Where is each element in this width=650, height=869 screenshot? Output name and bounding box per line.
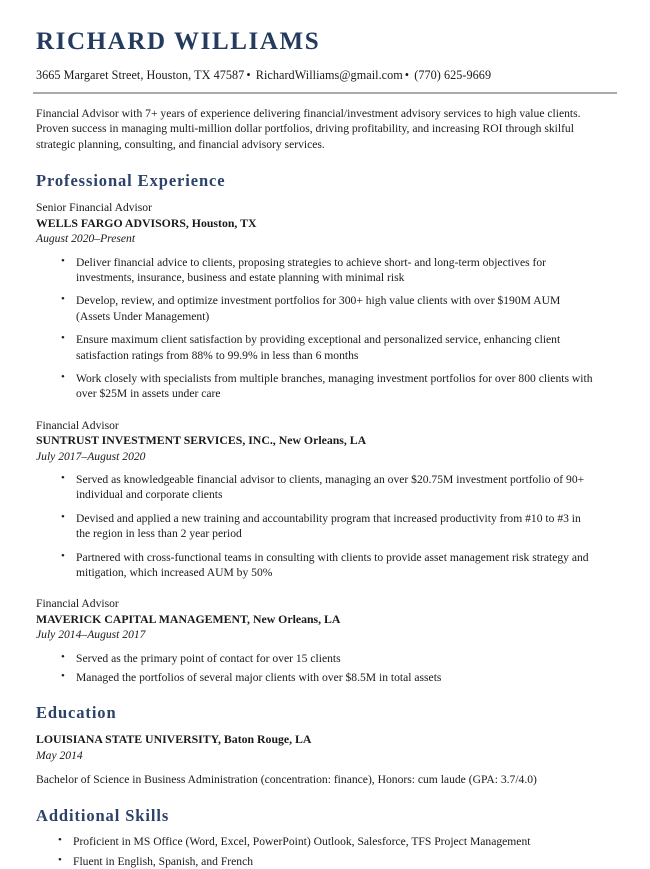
contact-address: 3665 Margaret Street, Houston, TX 47587 — [36, 67, 245, 82]
job-bullet: • Served as the primary point of contact for over 15 clients — [36, 651, 617, 666]
education-entry — [36, 732, 617, 787]
contact-phone[interactable]: (770) 625-9669 — [414, 67, 492, 82]
resume-header — [33, 28, 617, 94]
job-title: Financial Advisor — [36, 597, 119, 611]
experience-entry — [36, 596, 617, 685]
job-dates: July 2017–August 2020 — [36, 449, 146, 463]
job-dates: July 2014–August 2017 — [36, 628, 146, 642]
job-bullet: • Work closely with specialists from multiple branches, managing investment portfolios for over 800 clients with over $25M in assets under care — [36, 371, 617, 402]
job-bullet: • Devised and applied a new training and accountability program that increased productivity from #10 to #3 in the region in less than 2 year period — [36, 511, 617, 542]
job-bullet: • Ensure maximum client satisfaction by providing exceptional and personalized service, enhancing client satisfaction ratings from 88% to 99.9% in less than 6 months — [36, 332, 617, 363]
experience-entry — [36, 200, 617, 401]
contact-separator-1: • — [246, 67, 251, 82]
job-company: MAVERICK CAPITAL MANAGEMENT, New Orleans, LA — [36, 611, 341, 626]
job-bullet-list — [36, 472, 617, 580]
skill-item: • Proficient in MS Office (Word, Excel, PowerPoint) Outlook, Salesforce, TFS Project Management — [33, 834, 617, 849]
contact-separator-2: • — [404, 67, 410, 82]
education-date: May 2014 — [36, 748, 83, 762]
contact-line — [36, 68, 617, 83]
contact-email[interactable]: RichardWilliams@gmail.com — [255, 67, 403, 82]
job-company: WELLS FARGO ADVISORS, Houston, TX — [36, 215, 257, 230]
candidate-name: RICHARD WILLIAMS — [36, 28, 321, 55]
section-heading-experience: Professional Experience — [36, 171, 226, 191]
education-school: LOUISIANA STATE UNIVERSITY, Baton Rouge, LA — [36, 732, 312, 747]
professional-summary: Financial Advisor with 7+ years of experience delivering financial/investment advisory services to high value clients. Proven success in managing multi-million dollar portfolios, driving profitability, and increasing ROI through skilful strategic planning, consulting, and financial advisory services. — [36, 106, 581, 152]
section-heading-education: Education — [36, 703, 117, 723]
job-bullet: • Served as knowledgeable financial advisor to clients, managing an over $20.75M investment portfolio of 90+ individual and corporate clients — [36, 472, 617, 503]
job-bullet: • Partnered with cross-functional teams in consulting with clients to provide asset management risk strategy and mitigation, which increased AUM by 50% — [36, 550, 617, 581]
section-heading-skills: Additional Skills — [36, 805, 170, 825]
job-bullet-list — [36, 255, 617, 402]
header-divider — [33, 92, 617, 94]
job-title: Financial Advisor — [36, 418, 119, 432]
education-degree: Bachelor of Science in Business Administration (concentration: finance), Honors: cum laude (GPA: 3.7/4.0) — [36, 773, 537, 787]
job-bullet: • Develop, review, and optimize investment portfolios for 300+ high value clients with over $190M AUM (Assets Under Management) — [36, 293, 617, 324]
skill-item: • Fluent in English, Spanish, and French — [33, 854, 617, 869]
skills-list — [33, 834, 617, 869]
job-title: Senior Financial Advisor — [36, 201, 152, 215]
experience-entry — [36, 418, 617, 581]
job-company: SUNTRUST INVESTMENT SERVICES, INC., New Orleans, LA — [36, 433, 367, 448]
job-bullet: • Managed the portfolios of several major clients with over $8.5M in total assets — [36, 670, 617, 685]
job-bullet: • Deliver financial advice to clients, proposing strategies to achieve short- and long-term objectives for investments, insurance, business and estate planning with minimal risk — [36, 255, 617, 286]
job-dates: August 2020–Present — [36, 232, 136, 246]
job-bullet-list — [36, 651, 617, 686]
